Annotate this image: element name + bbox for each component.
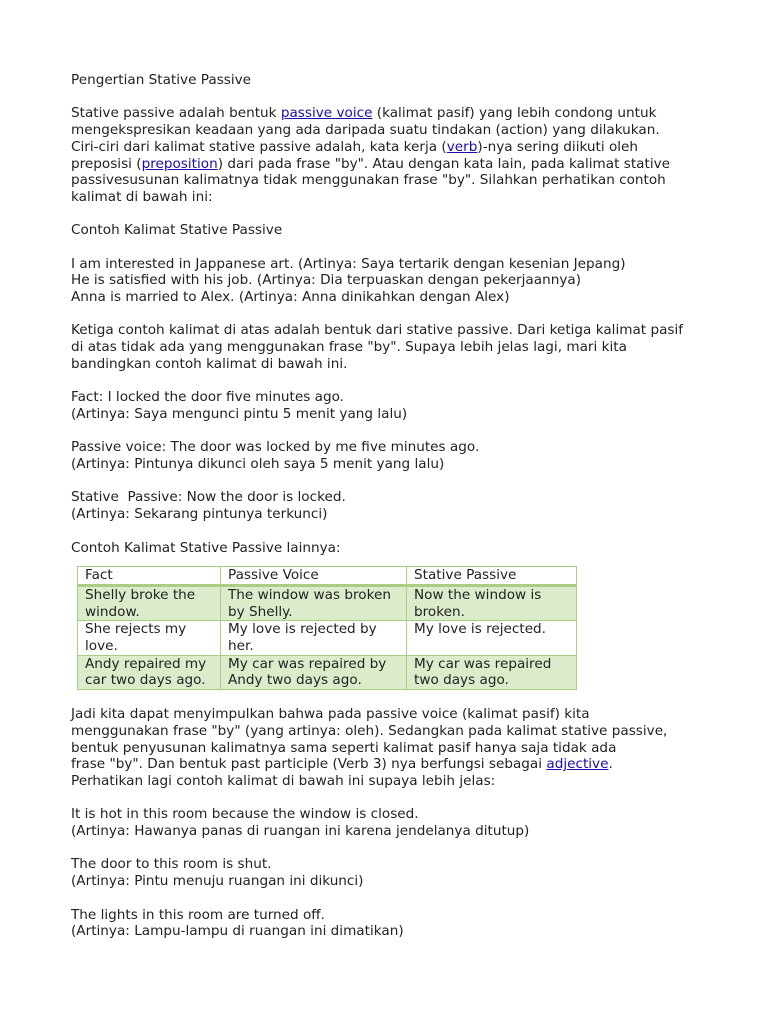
table-cell: Now the window is broken.	[407, 585, 577, 620]
verb-link[interactable]: verb	[446, 138, 478, 155]
table-cell: Andy repaired my car two days ago.	[78, 655, 221, 689]
conclusion-line-1: Jadi kita dapat menyimpulkan bahwa pada passive voice (kalimat pasif) kita	[71, 706, 590, 723]
intro-line-3: Ciri-ciri dari kalimat stative passive adalah, kata kerja (verb)-nya sering diikuti oleh	[71, 138, 639, 155]
more-example-line: It is hot in this room because the window is closed.	[71, 806, 419, 823]
intro-line-1: Stative passive adalah bentuk passive voice (kalimat pasif) yang lebih condong untuk	[71, 105, 657, 122]
table-cell: My car was repaired two days ago.	[407, 655, 577, 689]
explanation-line: Ketiga contoh kalimat di atas adalah bentuk dari stative passive. Dari ketiga kalimat pasif	[71, 322, 684, 339]
page-title: Pengertian Stative Passive	[71, 72, 252, 88]
passive-line: Passive voice: The door was locked by me five minutes ago.	[71, 439, 480, 456]
conclusion-line-5: Perhatikan lagi contoh kalimat di bawah ini supaya lebih jelas:	[71, 773, 496, 789]
table-row	[78, 621, 577, 655]
table-cell: Shelly broke the window.	[78, 585, 221, 620]
conclusion-paragraph	[71, 706, 711, 790]
table-cell: The window was broken by Shelly.	[221, 585, 407, 620]
examples-paragraph	[71, 256, 711, 306]
header-passive-voice: Passive Voice	[221, 567, 407, 586]
intro-paragraph	[71, 105, 711, 205]
intro-line-4: preposisi (preposition) dari pada frase "by". Atau dengan kata lain, pada kalimat stative	[71, 155, 671, 172]
passive-meaning: (Artinya: Pintunya dikunci oleh saya 5 menit yang lalu)	[71, 456, 445, 473]
table-row	[78, 585, 577, 620]
table-cell: She rejects my love.	[78, 621, 221, 655]
explanation-line: di atas tidak ada yang menggunakan frase "by". Supaya lebih jelas lagi, mari kita	[71, 339, 627, 356]
more-example-meaning: (Artinya: Pintu menuju ruangan ini dikunci)	[71, 873, 364, 890]
table-cell: My car was repaired by Andy two days ago.	[221, 655, 407, 689]
more-example-meaning: (Artinya: Lampu-lampu di ruangan ini dimatikan)	[71, 923, 404, 940]
table-heading: Contoh Kalimat Stative Passive lainnya:	[71, 539, 341, 556]
intro-line-6: kalimat di bawah ini:	[71, 188, 213, 205]
header-fact: Fact	[78, 567, 221, 586]
example-line: He is satisfied with his job. (Artinya: Dia terpuaskan dengan pekerjaannya)	[71, 272, 581, 289]
more-example-paragraph	[71, 806, 711, 839]
table-cell: My love is rejected.	[407, 621, 577, 655]
comparison-table	[77, 566, 577, 690]
more-example-paragraph	[71, 856, 711, 889]
example-line: I am interested in Jappanese art. (Artinya: Saya tertarik dengan kesenian Jepang)	[71, 255, 626, 272]
passive-voice-link[interactable]: passive voice	[280, 105, 373, 122]
passive-paragraph	[71, 439, 711, 472]
fact-meaning: (Artinya: Saya mengunci pintu 5 menit yang lalu)	[71, 405, 408, 422]
stative-paragraph	[71, 489, 711, 522]
adjective-link[interactable]: adjective	[546, 756, 609, 773]
intro-line-5: passivesusunan kalimatnya tidak menggunakan frase "by". Silahkan perhatikan contoh	[71, 172, 666, 189]
more-example-line: The lights in this room are turned off.	[71, 906, 325, 923]
document-page	[71, 72, 711, 957]
table-row	[78, 655, 577, 689]
table-cell: My love is rejected by her.	[221, 621, 407, 655]
conclusion-line-2: menggunakan frase "by" (yang artinya: oleh). Sedangkan pada kalimat stative passive,	[71, 722, 668, 739]
intro-line-2: mengekspresikan keadaan yang ada daripada suatu tindakan (action) yang dilakukan.	[71, 122, 660, 139]
more-example-paragraph	[71, 907, 711, 940]
conclusion-line-4: frase "by". Dan bentuk past participle (Verb 3) nya berfungsi sebagai adjective.	[71, 756, 613, 773]
conclusion-line-3: bentuk penyusunan kalimatnya sama seperti kalimat pasif hanya saja tidak ada	[71, 739, 617, 756]
stative-meaning: (Artinya: Sekarang pintunya terkunci)	[71, 506, 328, 523]
stative-line: Stative Passive: Now the door is locked.	[71, 489, 346, 506]
explanation-line: bandingkan contoh kalimat di bawah ini.	[71, 355, 348, 372]
more-example-meaning: (Artinya: Hawanya panas di ruangan ini karena jendelanya ditutup)	[71, 823, 530, 840]
fact-line: Fact: I locked the door five minutes ago.	[71, 389, 345, 406]
header-stative-passive: Stative Passive	[407, 567, 577, 586]
example-line: Anna is married to Alex. (Artinya: Anna dinikahkan dengan Alex)	[71, 289, 510, 306]
more-example-line: The door to this room is shut.	[71, 856, 272, 873]
table-header-row	[78, 567, 577, 586]
fact-paragraph	[71, 389, 711, 422]
explanation-paragraph	[71, 322, 711, 372]
preposition-link[interactable]: preposition	[141, 155, 218, 172]
example-heading: Contoh Kalimat Stative Passive	[71, 222, 283, 239]
